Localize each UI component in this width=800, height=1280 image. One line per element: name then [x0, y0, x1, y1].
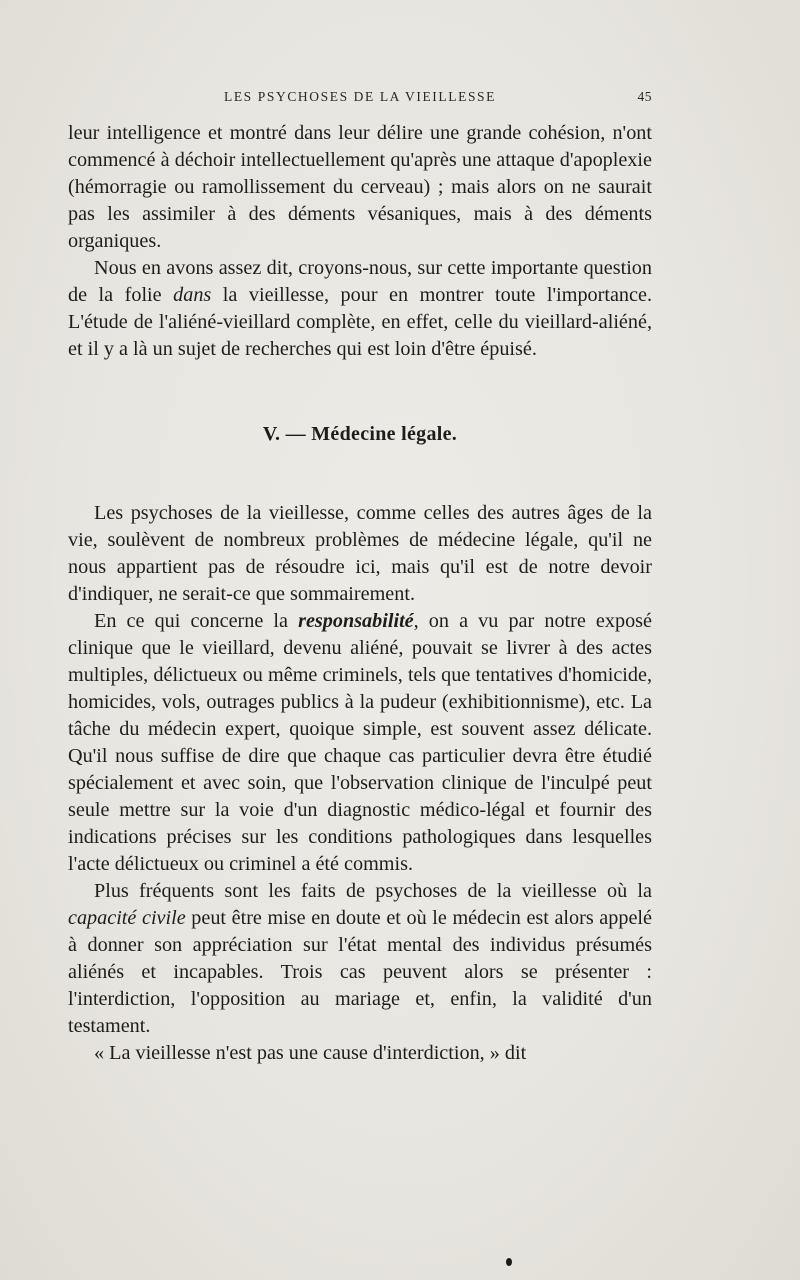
section-heading: V. — Médecine légale. [262, 423, 458, 445]
paragraph-medecine-legale: Les psychoses de la vieillesse, comme celles des autres âges de la vie, soulèvent de nombreux problèmes de médecine légale, qu'il ne nous appartient pas de résoudre ici, mais qu'il est de notre devoir d'indiquer, ne serait-ce que sommairement. [68, 502, 652, 605]
running-head [68, 89, 652, 111]
page-number: 45 [637, 89, 652, 104]
paragraph-text: Plus fréquents sont les faits de psychoses de la vieillesse où la [94, 880, 652, 902]
emphasis-dans: dans [173, 284, 212, 306]
ink-speck [506, 1258, 512, 1266]
paragraph-folie-dans-la-vieillesse [68, 255, 652, 363]
paragraph-continued: leur intelligence et montré dans leur délire une grande cohésion, n'ont commencé à déchoir intellectuellement qu'après une attaque d'apoplexie (hémorragie ou ramollissement du cerveau) ; mais alors on ne saurait pas les assimiler à des déments vésaniques, mais à des déments organiques. [68, 122, 652, 252]
paragraph-text: Nous en avons assez dit, croyons-nous, sur cette importante question de la folie [68, 257, 652, 306]
paragraph-text: la vieillesse, pour en montrer toute l'importance. L'étude de l'aliéné-vieillard complète, en effet, celle du vieillard-aliéné, et il y a là un sujet de recherches qui est loin d'être épuisé. [68, 284, 652, 360]
paragraph-text: En ce qui concerne la [94, 610, 299, 632]
paragraph-capacite-civile [68, 878, 652, 1040]
body-text [68, 120, 652, 1067]
paragraph-responsabilite [68, 608, 652, 878]
paragraph-interdiction: « La vieillesse n'est pas une cause d'interdiction, » dit [94, 1042, 527, 1064]
paragraph-text: , on a vu par notre exposé clinique que le vieillard, devenu aliéné, pouvait se livrer à des actes multiples, délictueux ou même criminels, tels que tentatives d'homicide, homicides, vols, outrages publics à la pudeur (exhibitionnisme), etc. La tâche du médecin expert, quoique simple, est souvent assez délicate. Qu'il nous suffise de dire que chaque cas particulier devra être étudié spécialement et avec soin, que l'observation clinique de l'inculpé peut seule mettre sur la voie d'un diagnostic médico-légal et fournir des indications précises sur les conditions pathologiques dans lesquelles l'acte délictueux ou criminel a été commis. [68, 610, 652, 875]
paragraph-text: peut être mise en doute et où le médecin est alors appelé à donner son appréciation sur l'état mental des individus présumés aliénés et incapables. Trois cas peuvent alors se présenter : l'interdiction, l'opposition au mariage et, enfin, la validité d'un testament. [68, 907, 652, 1037]
emphasis-responsabilite: responsabilité [298, 610, 414, 632]
emphasis-capacite-civile: capacité civile [68, 907, 186, 929]
running-title: LES PSYCHOSES DE LA VIEILLESSE [223, 89, 497, 104]
